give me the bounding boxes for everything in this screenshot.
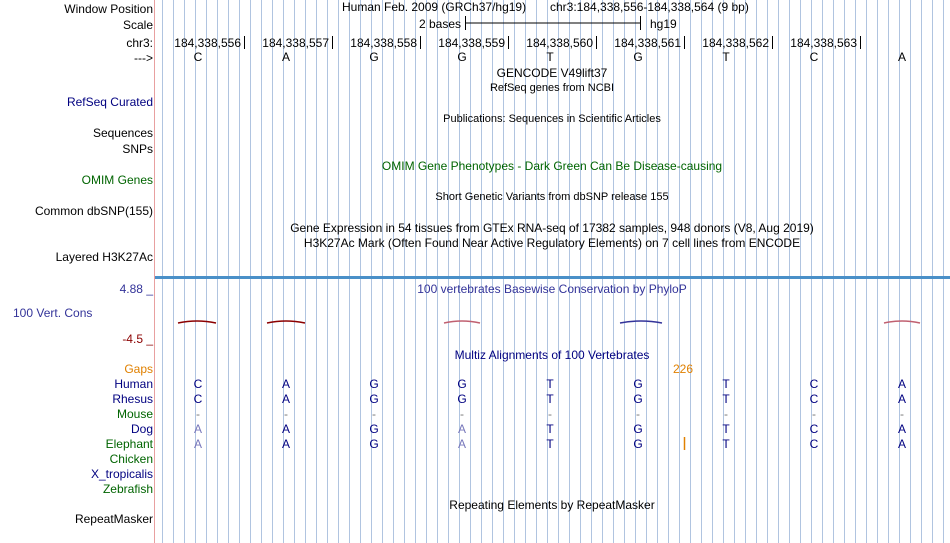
alignment-base: A xyxy=(281,437,290,451)
reference-base: G xyxy=(633,50,643,64)
alignment-base: - xyxy=(460,407,464,421)
dbsnp-track-desc: Short Genetic Variants from dbSNP release 155 xyxy=(435,191,669,203)
h3k27ac-track-desc: H3K27Ac Mark (Often Found Near Active Regulatory Elements) on 7 cell lines from ENCODE xyxy=(303,236,801,250)
alignment-base: A xyxy=(281,422,290,436)
species-label-rhesus[interactable]: Rhesus xyxy=(112,392,153,406)
alignment-base: G xyxy=(633,422,643,436)
alignment-base: T xyxy=(722,392,730,406)
species-label-chicken[interactable]: Chicken xyxy=(109,452,153,466)
ruler-tick xyxy=(772,36,773,49)
ruler-tick xyxy=(420,36,421,49)
multiz-gap-count: 226 xyxy=(673,362,694,376)
species-label-dog[interactable]: Dog xyxy=(130,422,153,436)
multiz-gaps-label: Gaps xyxy=(124,362,153,376)
species-label-x-tropicalis[interactable]: X_tropicalis xyxy=(90,467,153,481)
gtex-track-desc: Gene Expression in 54 tissues from GTEx RNA-seq of 17382 samples, 948 donors (V8, Aug 2019) xyxy=(290,221,814,235)
alignment-base: - xyxy=(724,407,728,421)
track-label-layered-h3k27ac[interactable]: Layered H3K27Ac xyxy=(55,250,153,264)
alignment-base: G xyxy=(633,392,643,406)
alignment-base: - xyxy=(900,407,904,421)
alignment-base: G xyxy=(633,377,643,391)
alignment-base: C xyxy=(809,392,819,406)
alignment-base: A xyxy=(897,422,906,436)
ruler-tick xyxy=(244,36,245,49)
alignment-base: G xyxy=(457,392,467,406)
label-scale: Scale xyxy=(122,18,153,32)
alignment-base: T xyxy=(546,422,554,436)
reference-base: C xyxy=(809,50,819,64)
alignment-base: C xyxy=(809,422,819,436)
track-label-repeatmasker[interactable]: RepeatMasker xyxy=(74,512,153,526)
repeatmasker-track-desc: Repeating Elements by RepeatMasker xyxy=(449,498,655,512)
scale-bar-label: 2 bases xyxy=(418,17,461,31)
alignment-base: G xyxy=(633,437,643,451)
label-chr: chr3: xyxy=(126,36,153,50)
alignment-base: A xyxy=(281,392,290,406)
alignment-base: - xyxy=(548,407,552,421)
assembly-title: Human Feb. 2009 (GRCh37/hg19) xyxy=(342,0,527,14)
reference-base: A xyxy=(281,50,290,64)
position-readout: chr3:184,338,556-184,338,564 (9 bp) xyxy=(550,0,749,14)
species-label-elephant[interactable]: Elephant xyxy=(105,437,153,451)
track-label-omim-genes[interactable]: OMIM Genes xyxy=(81,173,153,187)
alignment-base: C xyxy=(809,377,819,391)
ruler-position: 184,338,561 xyxy=(614,36,681,50)
alignment-base: A xyxy=(281,377,290,391)
track-label-refseq-curated[interactable]: RefSeq Curated xyxy=(66,95,153,109)
ruler-position: 184,338,557 xyxy=(262,36,329,50)
gencode-track-title[interactable]: GENCODE V49lift37 xyxy=(496,66,608,80)
ruler-tick xyxy=(332,36,333,49)
ruler-tick xyxy=(860,36,861,49)
track-label-snps[interactable]: SNPs xyxy=(122,142,153,156)
alignment-base: G xyxy=(369,437,379,451)
track-label-sequences[interactable]: Sequences xyxy=(92,126,153,140)
alignment-base: T xyxy=(722,377,730,391)
alignment-base: - xyxy=(284,407,288,421)
alignment-base: G xyxy=(457,377,467,391)
track-label-common-dbsnp[interactable]: Common dbSNP(155) xyxy=(34,204,153,218)
track-divider xyxy=(155,276,950,279)
alignment-base: - xyxy=(636,407,640,421)
alignment-base: - xyxy=(196,407,200,421)
ruler-position: 184,338,559 xyxy=(438,36,505,50)
label-window-position: Window Position xyxy=(64,2,153,16)
phylop-mark xyxy=(884,321,920,323)
reference-base: G xyxy=(369,50,379,64)
label-strand-arrow: ---> xyxy=(134,51,153,65)
alignment-base: A xyxy=(897,377,906,391)
alignment-base: C xyxy=(193,377,203,391)
ruler-position: 184,338,560 xyxy=(526,36,593,50)
reference-base: C xyxy=(193,50,203,64)
alignment-base: G xyxy=(369,422,379,436)
alignment-base: A xyxy=(457,422,466,436)
alignment-base: A xyxy=(193,422,202,436)
ruler-position: 184,338,562 xyxy=(702,36,769,50)
reference-base: G xyxy=(457,50,467,64)
ruler-position: 184,338,558 xyxy=(350,36,417,50)
alignment-base: - xyxy=(812,407,816,421)
phylop-mark xyxy=(267,321,305,323)
ruler-tick xyxy=(508,36,509,49)
alignment-base: A xyxy=(897,437,906,451)
phylop-track-desc: 100 vertebrates Basewise Conservation by PhyloP xyxy=(417,282,687,296)
alignment-base: A xyxy=(897,392,906,406)
refseq-track-desc: RefSeq genes from NCBI xyxy=(489,82,615,94)
alignment-base: G xyxy=(369,377,379,391)
ruler-position: 184,338,563 xyxy=(790,36,857,50)
omim-phenotypes-track-desc: OMIM Gene Phenotypes - Dark Green Can Be Disease-causing xyxy=(381,159,723,173)
species-label-mouse[interactable]: Mouse xyxy=(116,407,153,421)
ruler-tick xyxy=(596,36,597,49)
alignment-base: T xyxy=(546,437,554,451)
alignment-base: - xyxy=(372,407,376,421)
alignment-base: T xyxy=(722,422,730,436)
publications-track-desc: Publications: Sequences in Scientific Articles xyxy=(443,113,661,125)
alignment-base: A xyxy=(193,437,202,451)
ruler-position: 184,338,556 xyxy=(174,36,241,50)
phylop-axis-max: 4.88 _ xyxy=(119,282,153,296)
track-label-100-vert-cons[interactable]: 100 Vert. Cons xyxy=(13,306,93,320)
alignment-base: A xyxy=(457,437,466,451)
scale-bar-db: hg19 xyxy=(650,17,677,31)
alignment-base: T xyxy=(546,392,554,406)
alignment-base: T xyxy=(546,377,554,391)
reference-base: A xyxy=(897,50,906,64)
species-label-zebrafish[interactable]: Zebrafish xyxy=(102,482,153,496)
alignment-base: C xyxy=(193,392,203,406)
multiz-track-desc: Multiz Alignments of 100 Vertebrates xyxy=(454,348,650,362)
species-label-human[interactable]: Human xyxy=(114,377,153,391)
phylop-axis-min: -4.5 _ xyxy=(122,332,153,346)
reference-base: T xyxy=(722,50,730,64)
ruler-tick xyxy=(684,36,685,49)
alignment-base: C xyxy=(809,437,819,451)
alignment-base: G xyxy=(369,392,379,406)
phylop-mark xyxy=(178,321,216,323)
phylop-mark xyxy=(620,321,662,323)
reference-base: T xyxy=(546,50,554,64)
phylop-mark xyxy=(444,321,480,323)
alignment-base: T xyxy=(722,437,730,451)
